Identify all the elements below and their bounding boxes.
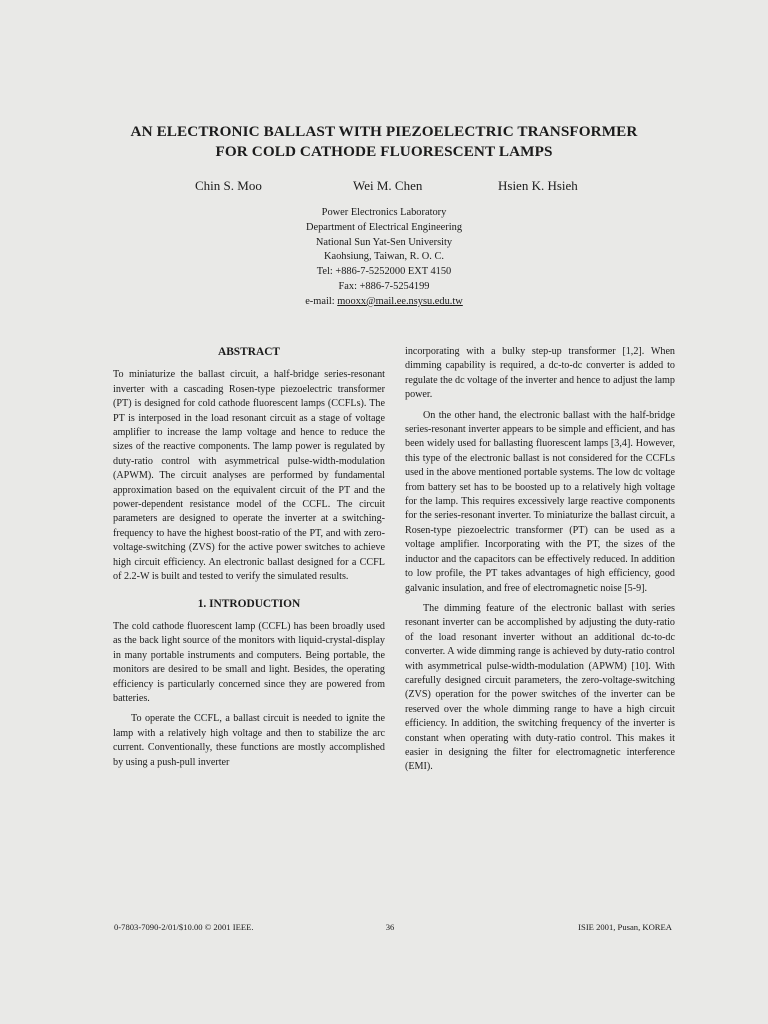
affiliation-line: Department of Electrical Engineering [305,221,463,233]
email-link[interactable]: mooxx@mail.ee.nsysu.edu.tw [337,295,463,307]
introduction-paragraph: The cold cathode fluorescent lamp (CCFL) has been broadly used as the back light source of the monitors with liquid-crystal-display in many portable instruments and computers. Being portable, the monitors are desired to be small and light. Besides, the operating efficiency is particularly concerned since they are powered from batteries. [113,620,385,704]
email-label: e-mail: [305,295,338,307]
author-2: Wei M. Chen [353,178,423,193]
affiliation-line: Power Electronics Laboratory [321,207,447,218]
email-line [234,295,534,310]
abstract-heading: ABSTRACT [217,346,281,358]
body-paragraph: The dimming feature of the electronic ballast with series resonant inverter can be accomplished by adjusting the duty-ratio of the load resonant inverter without an additional dc-to-dc converter. A wide dimming range is achieved by duty-ratio control with asymmetrical pulse-width-modulation (APWM) [10]. With carefully designed circuit parameters, the zero-voltage-switching (ZVS) operation for the power switches of the inverter can be reserved over the whole dimming range to have a high circuit efficiency. In addition, the switching frequency of the inverter is constant when operating with duty-ratio control. This makes it easier in designing the filter for electromagnetic interference (EMI). [405,602,675,773]
author-1: Chin S. Moo [195,178,262,193]
affiliation-line: Fax: +886-7-5254199 [338,280,430,292]
title-line-1: AN ELECTRONIC BALLAST WITH PIEZOELECTRIC TRANSFORMER [130,123,638,140]
affiliation-line: Tel: +886-7-5252000 EXT 4150 [316,266,452,278]
footer-copyright: 0-7803-7090-2/01/$10.00 © 2001 IEEE. [114,922,254,932]
abstract-text: To miniaturize the ballast circuit, a half-bridge series-resonant inverter with a cascading Rosen-type piezoelectric transformer (PT) is designed for cold cathode fluorescent lamps (CCFLs). The PT is interposed in the load resonant circuit as a stage of voltage amplifier to increase the lamp voltage and hence to reduce the sizes of the reactive components. The lamp power is regulated by duty-ratio control with asymmetrical pulse-width-modulation (APWM). The circuit analyses are performed by fundamental approximation based on the equivalent circuit of the PT and the power-dependent resistance model of the CCFL. The circuit parameters are designed to operate the inverter at a switching-frequency to have the highest boost-ratio of the PT, and with zero-voltage-switching (ZVS) for the active power switches to achieve high circuit efficiency. An electronic ballast designed for a CCFL of 2.2-W is built and tested to verify the simulated results. [113,369,385,583]
introduction-paragraph: To operate the CCFL, a ballast circuit is needed to ignite the lamp with a relatively high voltage and then to stabilize the arc current. Conventionally, these functions are mostly accomplished by using a push-pull inverter [113,713,385,768]
author-3: Hsien K. Hsieh [498,178,578,193]
page-number: 36 [385,922,395,932]
body-paragraph: incorporating with a bulky step-up transformer [1,2]. When dimming capability is required, a dc-to-dc converter is added to regulate the dc voltage of the inverter and hence to adjust the lamp power. [405,346,675,401]
right-column [405,345,675,775]
left-column [113,345,385,770]
affiliation-line: National Sun Yat-Sen University [315,236,453,248]
footer-conference: ISIE 2001, Pusan, KOREA [578,922,672,932]
body-paragraph: On the other hand, the electronic ballast with the half-bridge series-resonant inverter appears to be simple and efficient, and has been widely used for ballasting fluorescent lamps [3,4]. However, this type of the electronic ballast is not considered for the CCFLs used in the above mentioned portable systems. The low dc voltage from battery set has to be boosted up to a relatively high voltage for the lamp. This requires excessively large reactive components for the series-resonant inverter. To miniaturize the ballast circuit, a Rosen-type piezoelectric transformer (PT) can be used as a voltage amplifier. Incorporating with the PT, the sizes of the inductor and the capacitors can be effectively reduced. In addition to low profile, the PT takes advantages of high efficiency, good galvanic insulation, and free of electromagnetic noise [5-9]. [405,409,675,594]
title-line-2: FOR COLD CATHODE FLUORESCENT LAMPS [215,143,553,160]
paper-title [100,122,668,162]
affiliation-line: Kaohsiung, Taiwan, R. O. C. [323,251,444,263]
author-list [0,178,768,198]
affiliation-block [234,206,534,310]
introduction-heading: 1. INTRODUCTION [197,597,301,610]
